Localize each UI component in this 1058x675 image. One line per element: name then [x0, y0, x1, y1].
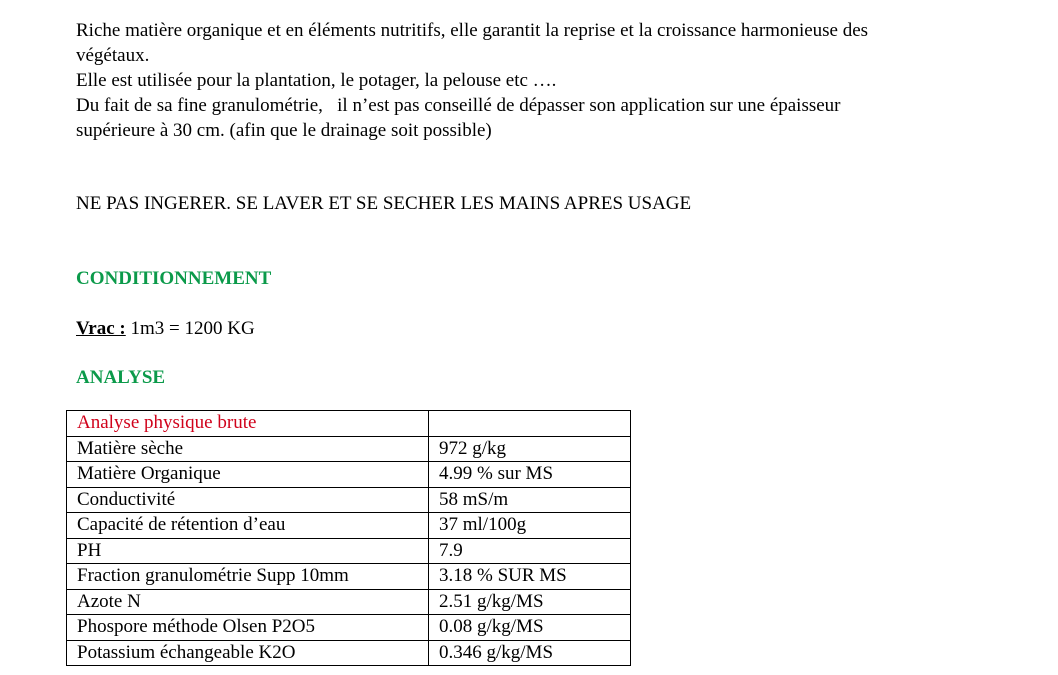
intro-line: Du fait de sa fine granulométrie, il n’est pas conseillé de dépasser son application sur une épaisseur	[76, 95, 841, 116]
vrac-value: 1m3 = 1200 KG	[125, 318, 255, 339]
table-row	[67, 615, 631, 641]
intro-paragraph	[76, 18, 1036, 143]
table-cell-value: 0.08 g/kg/MS	[429, 615, 631, 641]
table-cell-value: 7.9	[429, 538, 631, 564]
table-cell-value: 972 g/kg	[429, 436, 631, 462]
document-page	[76, 18, 1036, 390]
table-row	[67, 513, 631, 539]
table-row	[67, 436, 631, 462]
safety-warning: NE PAS INGERER. SE LAVER ET SE SECHER LES MAINS APRES USAGE	[76, 193, 692, 214]
intro-line: Riche matière organique et en éléments nutritifs, elle garantit la reprise et la croissance harmonieuse des	[76, 20, 869, 41]
table-header-cell	[429, 411, 631, 437]
table-cell-label: Matière Organique	[67, 462, 429, 488]
table-row	[67, 640, 631, 666]
table-cell-label: PH	[67, 538, 429, 564]
table-row	[67, 538, 631, 564]
table-row	[67, 589, 631, 615]
table-cell-label: Conductivité	[67, 487, 429, 513]
vrac-line	[76, 316, 1036, 341]
table-cell-value: 58 mS/m	[429, 487, 631, 513]
table-cell-label: Capacité de rétention d’eau	[67, 513, 429, 539]
vrac-label: Vrac :	[76, 318, 126, 339]
table-cell-value: 3.18 % SUR MS	[429, 564, 631, 590]
table-cell-label: Azote N	[67, 589, 429, 615]
table-cell-label: Potassium échangeable K2O	[67, 640, 429, 666]
conditionnement-heading: CONDITIONNEMENT	[76, 268, 272, 289]
table-header-row	[67, 411, 631, 437]
table-cell-label: Matière sèche	[67, 436, 429, 462]
table-cell-value: 37 ml/100g	[429, 513, 631, 539]
table-row	[67, 564, 631, 590]
intro-line: supérieure à 30 cm. (afin que le drainage soit possible)	[76, 120, 492, 141]
intro-line: végétaux.	[76, 45, 150, 66]
table-cell-label: Fraction granulométrie Supp 10mm	[67, 564, 429, 590]
table-cell-label: Phospore méthode Olsen P2O5	[67, 615, 429, 641]
intro-line: Elle est utilisée pour la plantation, le potager, la pelouse etc ….	[76, 70, 557, 91]
table-cell-value: 4.99 % sur MS	[429, 462, 631, 488]
analyse-heading: ANALYSE	[76, 367, 166, 388]
table-row	[67, 462, 631, 488]
table-header-cell: Analyse physique brute	[67, 411, 429, 437]
table-cell-value: 2.51 g/kg/MS	[429, 589, 631, 615]
analysis-table	[66, 410, 631, 666]
table-cell-value: 0.346 g/kg/MS	[429, 640, 631, 666]
table-row	[67, 487, 631, 513]
